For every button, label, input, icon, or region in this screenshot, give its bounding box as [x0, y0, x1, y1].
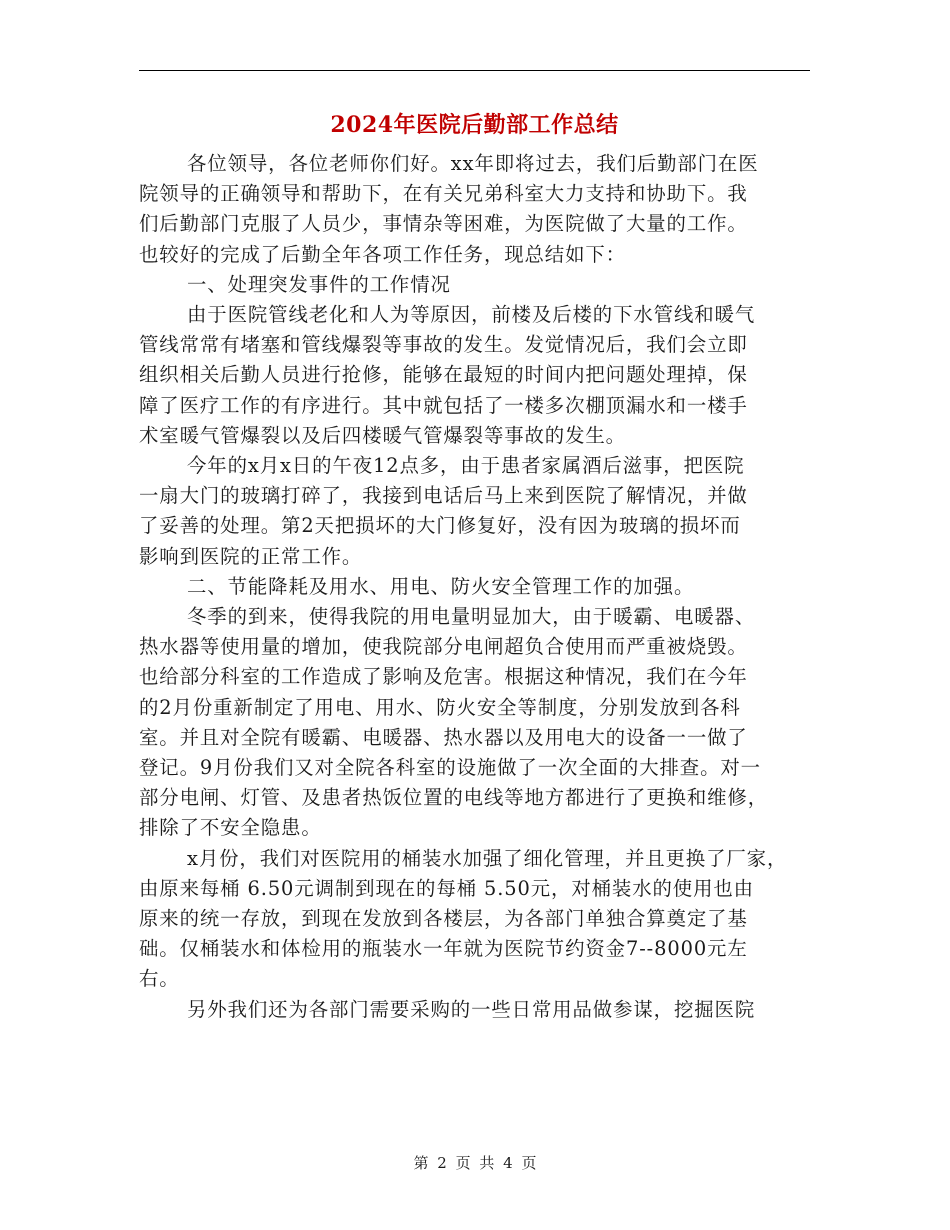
- body-line: 另外我们还为各部门需要采购的一些日常用品做参谋，挖掘医院: [187, 997, 756, 1021]
- body-line: 室。并且对全院有暖霸、电暖器、热水器以及用电大的设备一一做了: [139, 725, 748, 749]
- body-line: 今年的x月x日的午夜12点多，由于患者家属酒后滋事，把医院: [187, 454, 745, 477]
- section-heading: 一、处理突发事件的工作情况: [187, 272, 451, 296]
- section-heading: 二、节能降耗及用水、用电、防火安全管理工作的加强。: [187, 574, 695, 598]
- body-line: x月份，我们对医院用的桶装水加强了细化管理，并且更换了厂家，: [187, 846, 788, 870]
- body-line: 管线常常有堵塞和管线爆裂等事故的发生。发觉情况后，我们会立即: [139, 333, 748, 357]
- body-line: 部分电闸、灯管、及患者热饭位置的电线等地方都进行了更换和维修，: [139, 786, 769, 810]
- body-line: 原来的统一存放，到现在发放到各楼层，为各部门单独合算奠定了基: [139, 907, 748, 930]
- body-line: 各位领导，各位老师你们好。xx年即将过去，我们后勤部门在医: [187, 152, 759, 175]
- body-line: 冬季的到来，使得我院的用电量明显加大，由于暖霸、电暖器、: [187, 605, 756, 628]
- body-line: 础。仅桶装水和体检用的瓶装水一年就为医院节约资金7--8000元左: [139, 937, 748, 961]
- body-line: 了妥善的处理。第2天把损坏的大门修复好，没有因为玻璃的损坏而: [139, 514, 741, 538]
- body-line: 排除了不安全隐患。: [139, 816, 322, 840]
- body-line: 影响到医院的正常工作。: [139, 544, 363, 568]
- body-line: 术室暖气管爆裂以及后四楼暖气管爆裂等事故的发生。: [139, 423, 626, 447]
- body-line: 也较好的完成了后勤全年各项工作任务，现总结如下：: [139, 242, 626, 266]
- page-number-footer: 第 2 页 共 4 页: [413, 1154, 537, 1172]
- body-line: 登记。9月份我们又对全院各科室的设施做了一次全面的大排查。对一: [139, 756, 761, 779]
- body-line: 右。: [139, 967, 180, 991]
- document-title: 2024年医院后勤部工作总结: [330, 112, 619, 138]
- body-line: 障了医疗工作的有序进行。其中就包括了一楼多次棚顶漏水和一楼手: [139, 393, 748, 417]
- body-line: 组织相关后勤人员进行抢修，能够在最短的时间内把问题处理掉，保: [139, 363, 748, 387]
- body-line: 的2月份重新制定了用电、用水、防火安全等制度，分别发放到各科: [139, 695, 741, 719]
- header-rule: [139, 70, 810, 71]
- body-line: 也给部分科室的工作造成了影响及危害。根据这种情况，我们在今年: [139, 665, 748, 689]
- body-line: 热水器等使用量的增加，使我院部分电闸超负合使用而严重被烧毁。: [139, 635, 748, 659]
- body-line: 由于医院管线老化和人为等原因，前楼及后楼的下水管线和暖气: [187, 303, 756, 326]
- body-line: 一扇大门的玻璃打碎了，我接到电话后马上来到医院了解情况，并做: [139, 484, 748, 508]
- body-line: 们后勤部门克服了人员少，事情杂等困难，为医院做了大量的工作。: [139, 212, 748, 236]
- body-line: 院领导的正确领导和帮助下，在有关兄弟科室大力支持和协助下。我: [139, 182, 748, 206]
- body-line: 由原来每桶 6.50元调制到现在的每桶 5.50元，对桶装水的使用也由: [139, 876, 754, 900]
